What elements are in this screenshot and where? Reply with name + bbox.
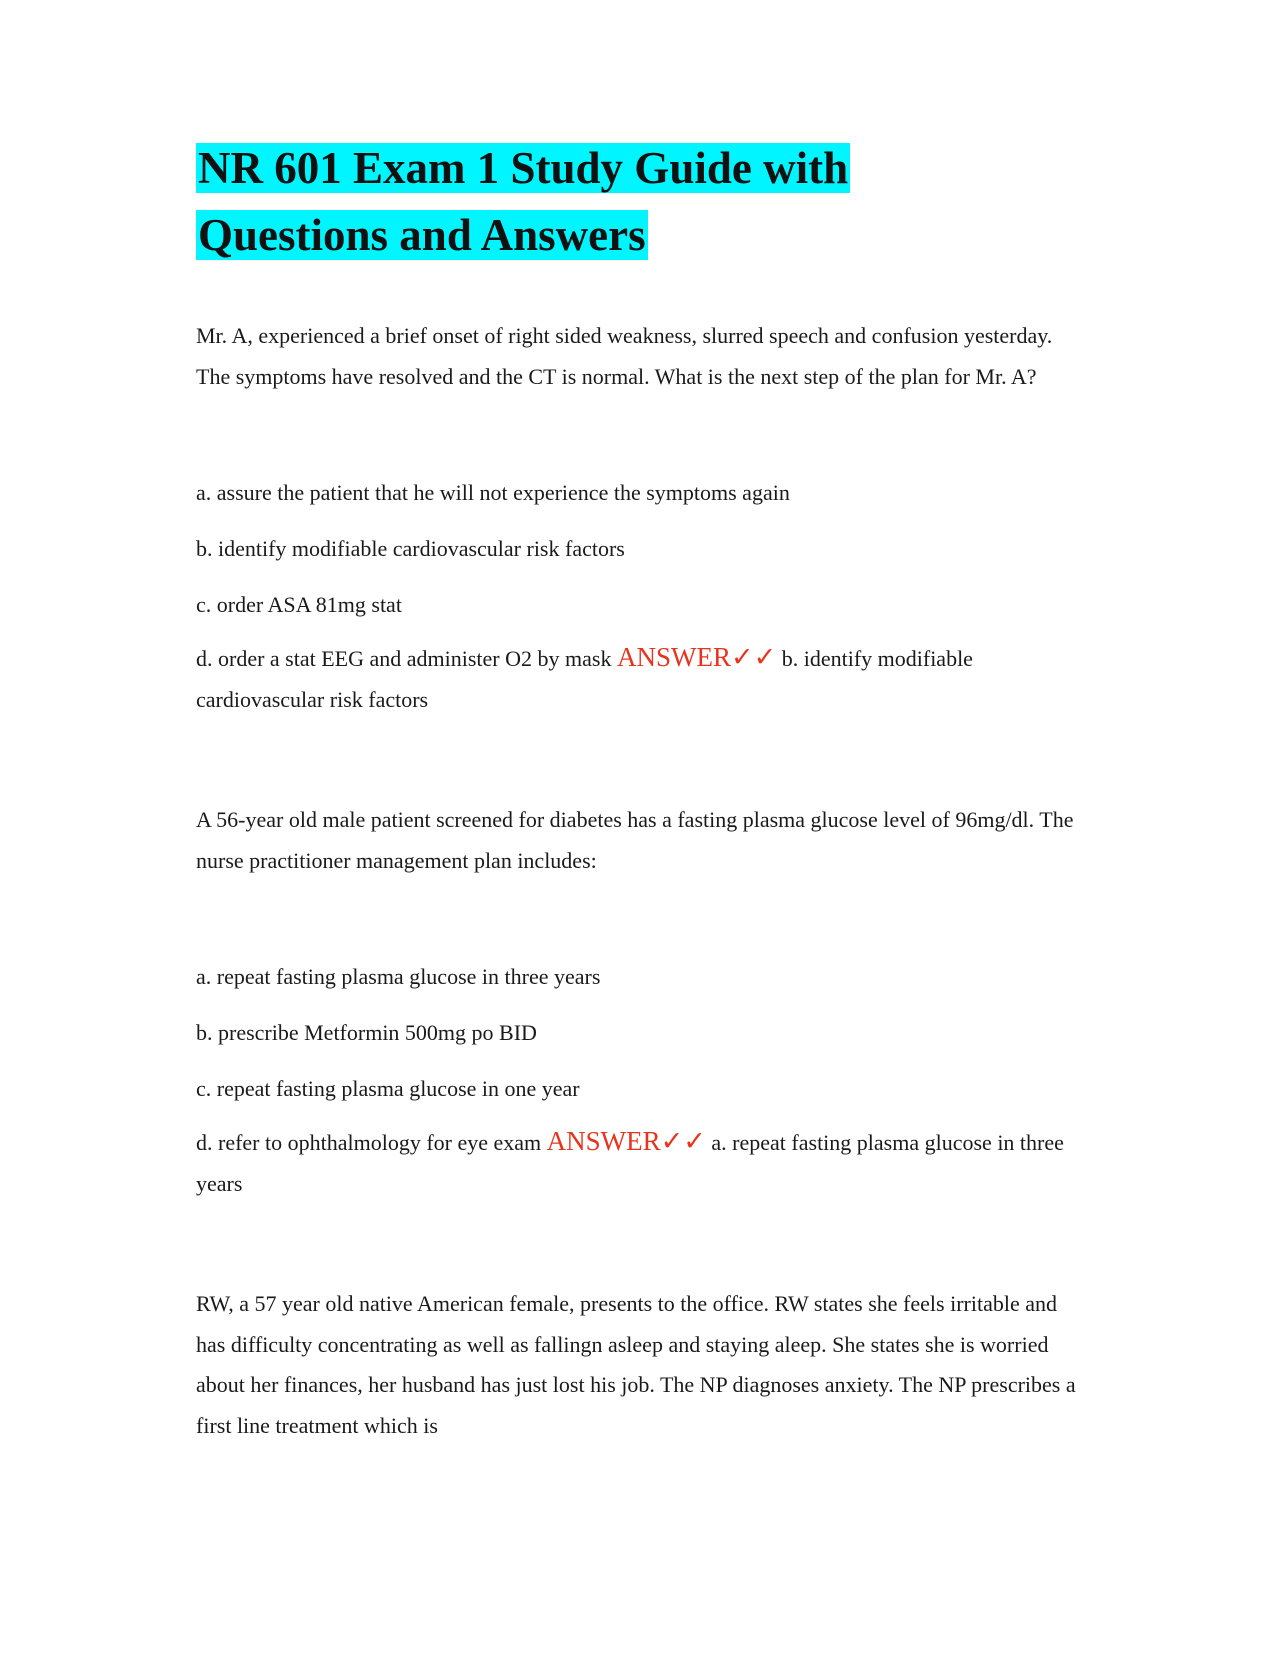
question-1-option-a: a. assure the patient that he will not experience the symptoms again [196, 480, 790, 505]
question-2-option-d-with-answer [196, 1121, 1076, 1204]
document-title [196, 140, 1076, 274]
question-3-stem: RW, a 57 year old native American female, presents to the office. RW states she feels irritable and has difficulty concentrating as well as fallingn asleep and staying aleep. She states she is worried about her finances, her husband has just lost his job. The NP diagnoses anxiety. The NP prescribes a first line treatment which is [196, 1291, 1076, 1438]
question-2-option-a: a. repeat fasting plasma glucose in three years [196, 964, 601, 989]
question-2-option-c: c. repeat fasting plasma glucose in one year [196, 1076, 580, 1101]
question-2-stem: A 56-year old male patient screened for diabetes has a fasting plasma glucose level of 96mg/dl. The nurse practitioner management plan includes: [196, 807, 1074, 873]
question-1-stem: Mr. A, experienced a brief onset of right sided weakness, slurred speech and confusion yesterday. The symptoms have resolved and the CT is normal. What is the next step of the plan for Mr. A? [196, 323, 1053, 389]
question-2-answer-text: a. repeat fasting plasma glucose in three years [196, 1130, 1064, 1196]
question-2-answer-label: ANSWER✓✓ [546, 1126, 706, 1156]
title-line-1: NR 601 Exam 1 Study Guide with [198, 143, 849, 193]
document-page [196, 140, 1076, 1446]
title-line-2: Questions and Answers [198, 210, 646, 260]
question-1-answer-label: ANSWER✓✓ [616, 642, 777, 672]
question-2-option-b: b. prescribe Metformin 500mg po BID [196, 1020, 537, 1045]
question-1-option-d: d. order a stat EEG and administer O2 by mask [196, 646, 612, 671]
question-2-option-d: d. refer to ophthalmology for eye exam [196, 1130, 542, 1155]
question-1-option-b: b. identify modifiable cardiovascular risk factors [196, 536, 625, 561]
question-1-option-c: c. order ASA 81mg stat [196, 592, 402, 617]
question-1-option-d-with-answer [196, 637, 1076, 720]
question-1-answer-text: b. identify modifiable cardiovascular risk factors [196, 646, 973, 712]
